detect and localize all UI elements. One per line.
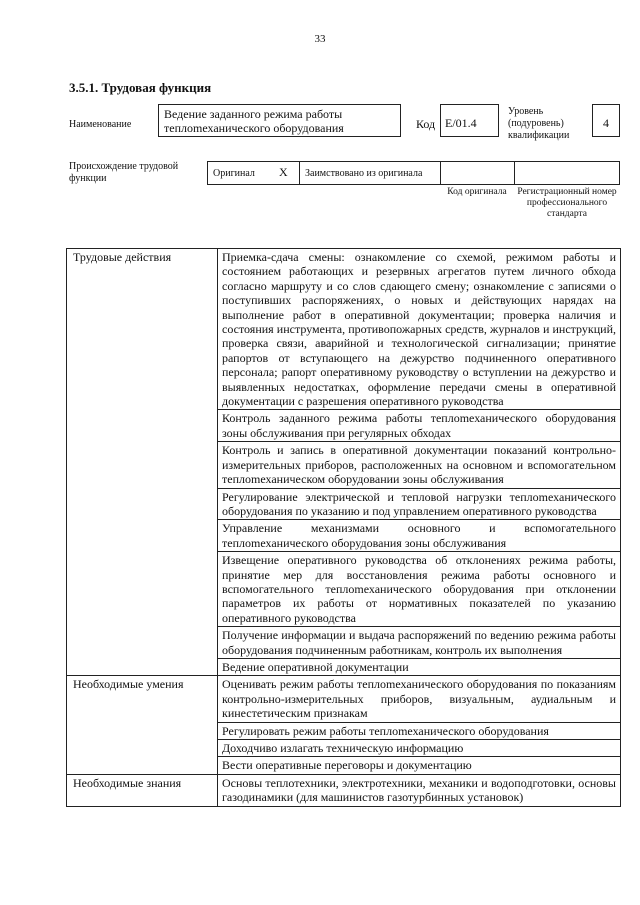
list-item: Регулирование электрической и тепловой нагрузки теплomеханического оборудования по указанию и под управлением оперативного руководства: [218, 488, 621, 520]
functions-table: [66, 248, 621, 807]
table-row: [67, 249, 621, 410]
reg-caption: Регистрационный номер профессионального стандарта: [517, 187, 617, 219]
list-item: Регулировать режим работы теплomеханического оборудования: [218, 722, 621, 739]
name-label: Наименование: [69, 119, 132, 130]
list-item: Получение информации и выдача распоряжений по ведению режима работы оборудования подчиненным работникам, контроль их выполнения: [218, 627, 621, 659]
origin-divider-2: [440, 161, 441, 185]
origin-divider-3: [514, 161, 515, 185]
borrowed-label: Заимствовано из оригинала: [305, 168, 423, 179]
list-item: Доходчиво излагать техническую информацию: [218, 740, 621, 757]
code-value-box: [440, 104, 499, 137]
list-item: Контроль и запись в оперативной документации показаний контрольно-измерительных приборов, расположенных на основном и вспомогательном теплomеханическом оборудовании зоны обслуживания: [218, 442, 621, 488]
list-item: Вести оперативные переговоры и документацию: [218, 757, 621, 774]
section-title-cell: Необходимые умения: [67, 676, 218, 774]
level-value: 4: [603, 116, 609, 130]
code-caption: Код оригинала: [447, 187, 507, 197]
list-item: Контроль заданного режима работы теплomеханического оборудования зоны обслуживания при регулярных обходах: [218, 410, 621, 442]
page-number: 33: [314, 33, 326, 45]
section-title-cell: Трудовые действия: [67, 249, 218, 676]
name-value-box: [158, 104, 401, 137]
list-item: Извещение оперативного руководства об отклонениях режима работы, принятие мер для восстановления режима работы основного и вспомогательного теплomеханического оборудования при отклонении параметров их работы от нормативных показателей по указанию оперативного руководства: [218, 552, 621, 627]
origin-label: Происхождение трудовой функции: [69, 161, 179, 184]
table-row: [67, 774, 621, 806]
origin-divider-1: [299, 161, 300, 185]
level-label: Уровень (подуровень) квалификации: [508, 106, 570, 141]
list-item: Приемка-сдача смены: ознакомление со схемой, режимом работы и состоянием работающих и резервных агрегатов путем личного обхода согласно маршруту и со слов сдающего смену; ознакомление с записями о поступивших распоряжениях, о новых и действующих нарядах на выполнение работ в оперативной документации; проверка наличия и состояния инструмента, противопожарных средств, журналов и инструкций, проверка связи, аварийной и технологической сигнализации; принятие рапортов от вступающего на дежурство подчиненного оперативного персонала; рапорт оперативному руководству о вступлении на дежурство и выявленных недостатках, оформление передачи смены в оперативной документации с разрешения оперативного руководства: [218, 249, 621, 410]
original-label: Оригинал: [213, 168, 255, 179]
list-item: Оценивать режим работы теплomеханического оборудования по показаниям контрольно-измерительных приборов, визуальным, аудиальным и кинестетическим признакам: [218, 676, 621, 722]
list-item: Основы теплотехники, электротехники, механики и водоподготовки, основы газодинамики (для машинистов газотурбинных установок): [218, 774, 621, 806]
name-value: Ведение заданного режима работы теплomеханического оборудования: [164, 107, 344, 135]
original-mark: X: [279, 165, 288, 179]
list-item: Ведение оперативной документации: [218, 658, 621, 675]
list-item: Управление механизмами основного и вспомогательного теплomеханического оборудования зоны обслуживания: [218, 520, 621, 552]
section-title: 3.5.1. Трудовая функция: [69, 80, 212, 95]
code-label: Код: [416, 117, 436, 131]
table-row: [67, 676, 621, 722]
section-title-cell: Необходимые знания: [67, 774, 218, 806]
code-value: E/01.4: [445, 116, 477, 130]
level-value-box: [592, 104, 620, 137]
